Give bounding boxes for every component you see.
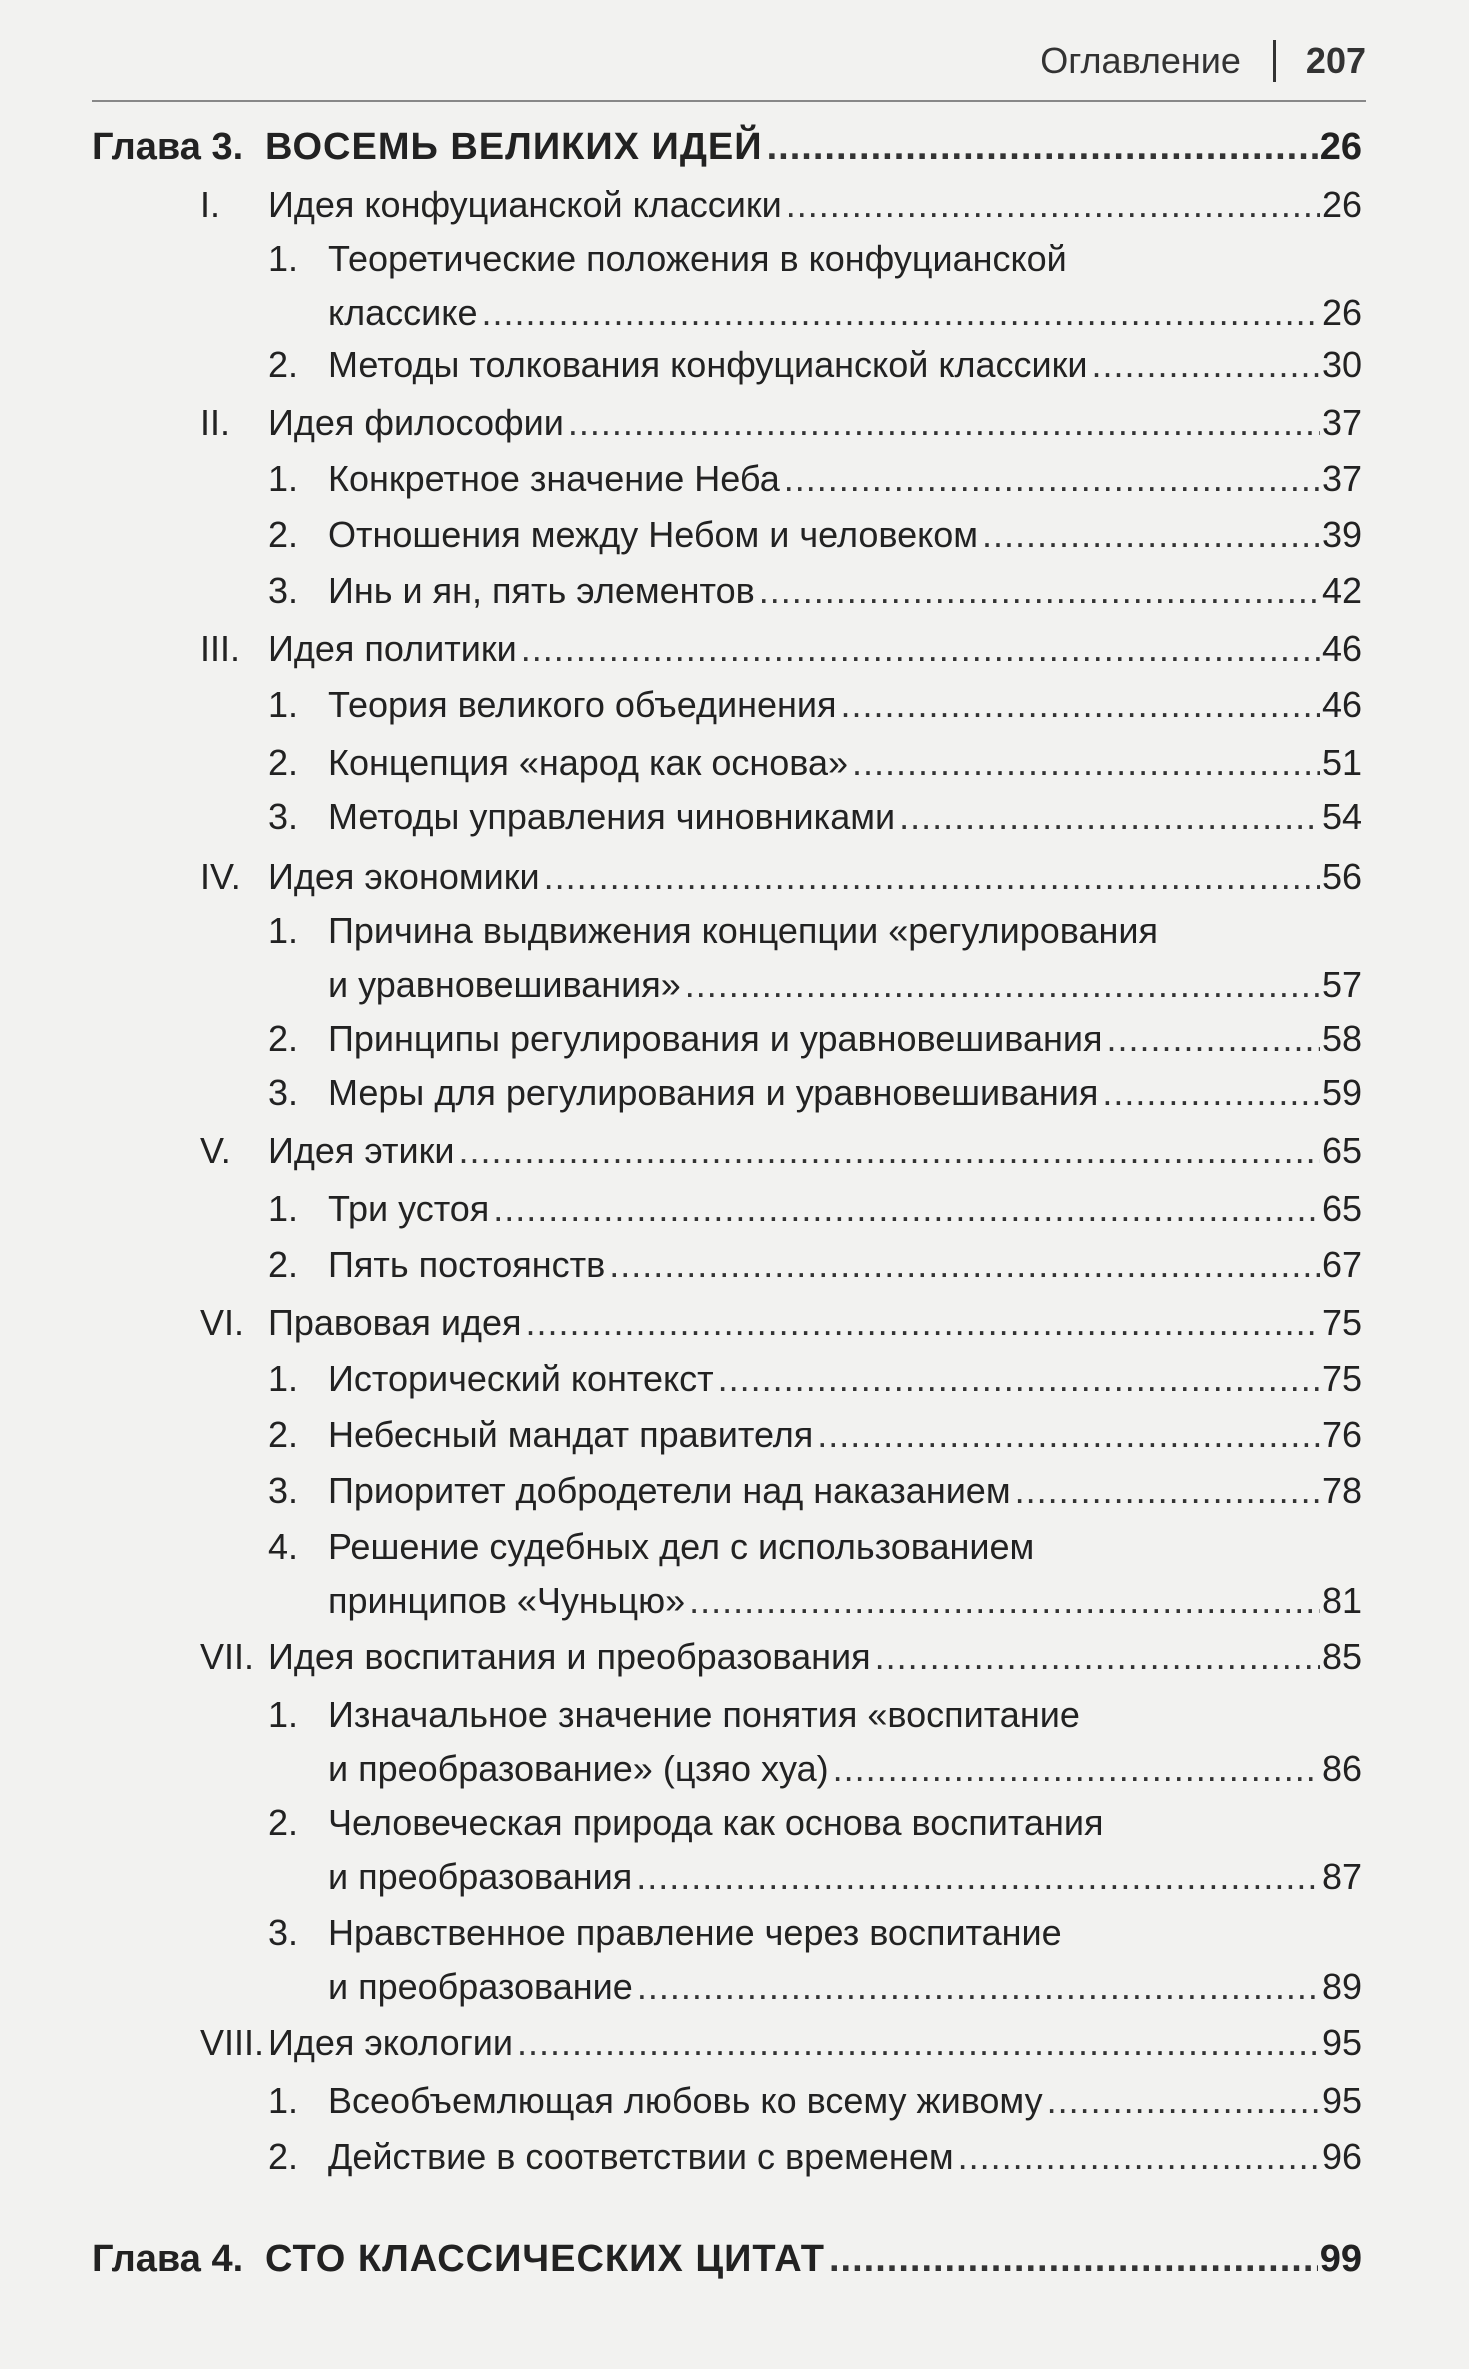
toc-entry-label: Глава 4. [92,2238,244,2280]
toc-entry-title: Идея экономики [268,850,544,904]
toc-entry-label: 1. [268,1188,299,1229]
dot-leader [544,850,1320,904]
dot-leader [568,396,1320,450]
toc-entry-title: классике [328,286,481,340]
toc-entry-title: Теория великого объединения [328,678,841,732]
toc-entry-title-first-line: Нравственное правление через воспитание [328,1912,1062,1953]
dot-leader [875,1630,1320,1684]
dot-leader [899,790,1320,844]
toc-entry-label: 2. [268,1802,299,1843]
toc-entry-label: III. [200,628,241,669]
dot-leader [958,2130,1320,2184]
toc-entry-page-number: 46 [1321,684,1362,725]
dot-leader [526,1296,1320,1350]
toc-entry-label: 2. [268,514,299,555]
toc-sub-entry[interactable] [0,508,1469,562]
toc-sub-entry[interactable] [0,1182,1469,1236]
toc-entry-title: Методы толкования конфуцианской классики [328,338,1091,392]
toc-entry-label: 3. [268,796,299,837]
toc-entry-title: Отношения между Небом и человеком [328,508,982,562]
dot-leader [685,958,1320,1012]
toc-sub-entry[interactable] [0,1408,1469,1462]
toc-sub-entry[interactable] [0,678,1469,732]
toc-entry-page-number: 26 [1321,184,1362,225]
toc-entry-label: VI. [200,1302,245,1343]
toc-entry-label: 1. [268,458,299,499]
toc-sub-entry[interactable] [0,2074,1469,2128]
toc-entry-label: 2. [268,1244,299,1285]
toc-entry-label: I. [200,184,221,225]
toc-entry-page-number: 95 [1321,2080,1362,2121]
dot-leader [458,1124,1320,1178]
dot-leader [829,2232,1318,2286]
toc-entry-title: Небесный мандат правителя [328,1408,817,1462]
header-rule [92,100,1366,102]
toc-chapter-entry[interactable] [0,120,1469,174]
toc-entry-label: VIII. [200,2022,265,2063]
toc-entry-page-number: 26 [1319,126,1362,168]
toc-section-entry[interactable] [0,1296,1469,1350]
toc-entry-title: Меры для регулирования и уравновешивания [328,1066,1102,1120]
toc-entry-title: СТО КЛАССИЧЕСКИХ ЦИТАТ [265,2232,829,2286]
toc-entry-label: 1. [268,2080,299,2121]
toc-entry-title: Пять постоянств [328,1238,609,1292]
toc-entry-title: и преобразование [328,1960,637,2014]
header-separator [1273,40,1276,82]
toc-entry-label: 2. [268,742,299,783]
toc-entry-title: Концепция «народ как основа» [328,736,852,790]
toc-entry-title: ВОСЕМЬ ВЕЛИКИХ ИДЕЙ [265,120,767,174]
dot-leader [817,1408,1320,1462]
toc-entry-label: II. [200,402,231,443]
toc-entry-page-number: 81 [1321,1580,1362,1621]
toc-entry-label: 2. [268,2136,299,2177]
dot-leader [784,452,1320,506]
toc-entry-page-number: 65 [1321,1188,1362,1229]
toc-entry-page-number: 78 [1321,1470,1362,1511]
toc-entry-title-first-line: Решение судебных дел с использованием [328,1526,1035,1567]
toc-entry-title-first-line: Человеческая природа как основа воспитания [328,1802,1104,1843]
dot-leader [521,622,1320,676]
toc-entry-page-number: 75 [1321,1358,1362,1399]
toc-entry-label: Глава 3. [92,126,244,168]
toc-entry-title: Идея этики [268,1124,458,1178]
toc-entry-title: Действие в соответствии с временем [328,2130,958,2184]
dot-leader [481,286,1319,340]
toc-entry-page-number: 51 [1321,742,1362,783]
toc-entry-title: Всеобъемлющая любовь ко всему живому [328,2074,1047,2128]
toc-entry-page-number: 56 [1321,856,1362,897]
toc-entry-title: Правовая идея [268,1296,526,1350]
toc-section-entry[interactable] [0,622,1469,676]
toc-entry-title-first-line: Теоретические положения в конфуцианской [328,238,1067,279]
dot-leader [852,736,1320,790]
toc-entry-label: 3. [268,1072,299,1113]
toc-entry-title: Идея философии [268,396,568,450]
dot-leader [982,508,1320,562]
toc-entry-title: Инь и ян, пять элементов [328,564,759,618]
dot-leader [841,678,1320,732]
toc-entry-label: 1. [268,910,299,951]
toc-entry-title: и преобразования [328,1850,636,1904]
toc-entry-label: 2. [268,1018,299,1059]
toc-entry-label: 2. [268,1414,299,1455]
dot-leader [1047,2074,1320,2128]
toc-entry-label: VII. [200,1636,255,1677]
toc-entry-page-number: 59 [1321,1072,1362,1113]
toc-entry-label: 4. [268,1526,299,1567]
dot-leader [759,564,1320,618]
toc-section-entry[interactable] [0,396,1469,450]
toc-entry-title-first-line: Причина выдвижения концепции «регулирования [328,910,1159,951]
toc-section-entry[interactable] [0,850,1469,904]
toc-section-entry[interactable] [0,178,1469,232]
toc-entry-label: V. [200,1130,231,1171]
toc-entry-page-number: 57 [1321,964,1362,1005]
toc-entry-page-number: 39 [1321,514,1362,555]
toc-entry-title: Идея политики [268,622,521,676]
toc-entry-label: 3. [268,570,299,611]
toc-entry-page-number: 95 [1321,2022,1362,2063]
toc-entry-label: 1. [268,238,299,279]
toc-sub-entry[interactable] [0,338,1469,392]
toc-entry-page-number: 86 [1321,1748,1362,1789]
toc-entry-title: Принципы регулирования и уравновешивания [328,1012,1107,1066]
dot-leader [718,1352,1320,1406]
dot-leader [1107,1012,1320,1066]
toc-entry-title: Идея конфуцианской классики [268,178,786,232]
toc-chapter-entry[interactable] [0,2232,1469,2286]
toc-entry-page-number: 54 [1321,796,1362,837]
dot-leader [689,1574,1320,1628]
toc-sub-entry[interactable] [0,1238,1469,1292]
toc-entry-page-number: 89 [1321,1966,1362,2007]
toc-entry-label: 1. [268,1694,299,1735]
toc-section-entry[interactable] [0,1124,1469,1178]
toc-entry-label: 3. [268,1912,299,1953]
toc-entry-title: и преобразование» (цзяо хуа) [328,1742,833,1796]
toc-entry-title: Идея экологии [268,2016,517,2070]
toc-entry-label: IV. [200,856,241,897]
dot-leader [1015,1464,1320,1518]
running-header [1040,40,1366,82]
toc-entry-title: Конкретное значение Неба [328,452,784,506]
dot-leader [1102,1066,1320,1120]
toc-entry-title: Идея воспитания и преобразования [268,1630,875,1684]
dot-leader [493,1182,1320,1236]
toc-entry-title: принципов «Чуньцю» [328,1574,689,1628]
toc-section-entry[interactable] [0,2016,1469,2070]
header-page-number: 207 [1305,40,1366,81]
toc-entry-page-number: 75 [1321,1302,1362,1343]
toc-entry-title: Приоритет добродетели над наказанием [328,1464,1015,1518]
toc-entry-title-first-line: Изначальное значение понятия «воспитание [328,1694,1080,1735]
dot-leader [517,2016,1320,2070]
toc-entry-page-number: 46 [1321,628,1362,669]
toc-sub-entry[interactable] [0,1464,1469,1518]
toc-sub-entry[interactable] [0,452,1469,506]
toc-entry-page-number: 65 [1321,1130,1362,1171]
toc-sub-entry[interactable] [0,1352,1469,1406]
toc-entry-label: 2. [268,344,299,385]
toc-sub-entry[interactable] [0,1066,1469,1120]
toc-entry-page-number: 99 [1319,2238,1362,2280]
toc-entry-page-number: 87 [1321,1856,1362,1897]
toc-sub-entry[interactable] [0,564,1469,618]
dot-leader [1091,338,1319,392]
toc-sub-entry[interactable] [0,2130,1469,2184]
toc-entry-title: Исторический контекст [328,1352,718,1406]
toc-sub-entry[interactable] [0,1012,1469,1066]
toc-entry-page-number: 67 [1321,1244,1362,1285]
toc-entry-page-number: 42 [1321,570,1362,611]
toc-section-entry[interactable] [0,1630,1469,1684]
dot-leader [786,178,1320,232]
dot-leader [609,1238,1320,1292]
toc-entry-label: 1. [268,1358,299,1399]
toc-entry-title: и уравновешивания» [328,958,685,1012]
dot-leader [637,1960,1320,2014]
toc-sub-entry[interactable] [0,790,1469,844]
dot-leader [767,120,1318,174]
toc-entry-page-number: 37 [1321,402,1362,443]
toc-entry-page-number: 58 [1321,1018,1362,1059]
toc-entry-title: Три устоя [328,1182,493,1236]
toc-entry-page-number: 96 [1321,2136,1362,2177]
toc-sub-entry[interactable] [0,736,1469,790]
dot-leader [636,1850,1320,1904]
toc-entry-title: Методы управления чиновниками [328,790,899,844]
toc-entry-label: 3. [268,1470,299,1511]
toc-entry-label: 1. [268,684,299,725]
toc-entry-page-number: 76 [1321,1414,1362,1455]
dot-leader [833,1742,1320,1796]
toc-entry-page-number: 26 [1321,292,1362,333]
header-section-title: Оглавление [1040,40,1241,81]
toc-entry-page-number: 30 [1321,344,1362,385]
toc-entry-page-number: 37 [1321,458,1362,499]
toc-entry-page-number: 85 [1321,1636,1362,1677]
